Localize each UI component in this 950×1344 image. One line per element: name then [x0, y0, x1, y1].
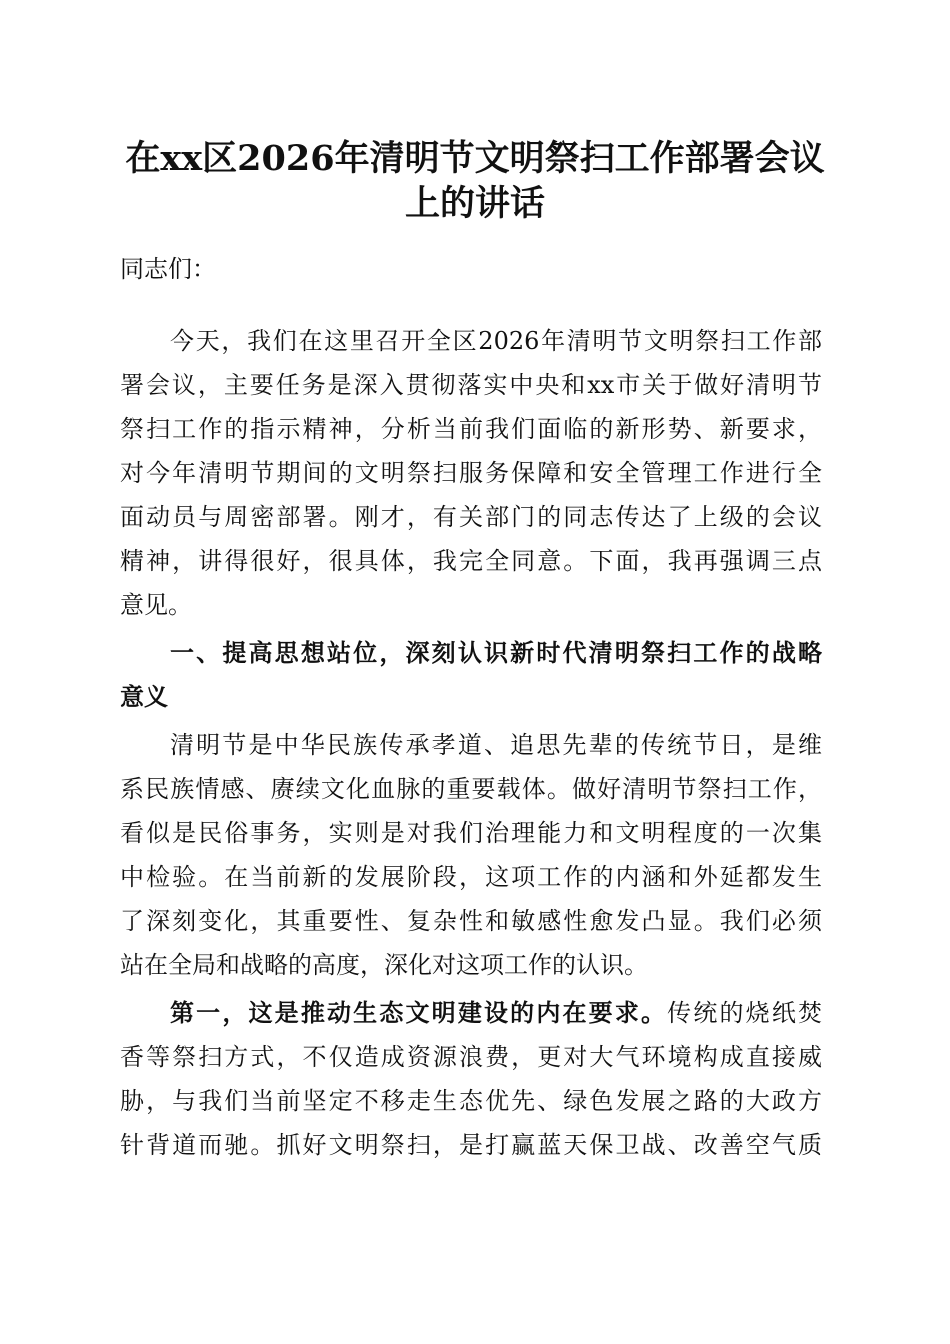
paragraph: [120, 319, 822, 627]
paragraph-line: 了深刻变化，其重要性、复杂性和敏感性愈发凸显。我们必须: [120, 907, 822, 935]
lead-rest: 传统的烧纸焚: [667, 999, 823, 1027]
title-line: 上的讲话: [404, 183, 545, 224]
title-line: 在xx区2026年清明节文明祭扫工作部署会议: [125, 138, 825, 179]
paragraph-line: 今天，我们在这里召开全区2026年清明节文明祭扫工作部: [170, 327, 822, 355]
paragraph-line: 针背道而驰。抓好文明祭扫，是打赢蓝天保卫战、改善空气质: [120, 1131, 822, 1159]
lead-sentence: 第一，这是推动生态文明建设的内在要求。: [170, 998, 668, 1027]
paragraph-line: 清明节是中华民族传承孝道、追思先辈的传统节日，是维: [170, 731, 822, 759]
paragraph-line: 香等祭扫方式，不仅造成资源浪费，更对大气环境构成直接威: [120, 1043, 822, 1071]
paragraph-line: 对今年清明节期间的文明祭扫服务保障和安全管理工作进行全: [120, 459, 822, 487]
paragraph-line: 一、提高思想站位，深刻认识新时代清明祭扫工作的战略: [170, 639, 822, 667]
paragraph: [120, 991, 822, 1167]
paragraph-line: 祭扫工作的指示精神，分析当前我们面临的新形势、新要求，: [120, 415, 822, 443]
paragraph-line: 看似是民俗事务，实则是对我们治理能力和文明程度的一次集: [120, 819, 822, 847]
salutation: 同志们：: [120, 255, 216, 283]
paragraph-line: 站在全局和战略的高度，深化对这项工作的认识。: [120, 951, 648, 979]
paragraph-line: 系民族情感、赓续文化血脉的重要载体。做好清明节祭扫工作，: [120, 775, 822, 803]
document-title: [0, 136, 950, 226]
paragraph-line: [120, 991, 822, 1035]
paragraph-line: 意见。: [120, 591, 192, 619]
paragraph-line: 意义: [120, 683, 168, 711]
section-heading: [120, 631, 822, 719]
paragraph-line: 署会议，主要任务是深入贯彻落实中央和xx市关于做好清明节: [120, 371, 822, 399]
paragraph-line: 中检验。在当前新的发展阶段，这项工作的内涵和外延都发生: [120, 863, 822, 891]
paragraph-line: 胁，与我们当前坚定不移走生态优先、绿色发展之路的大政方: [120, 1087, 822, 1115]
document-body: [120, 247, 822, 1167]
paragraph-line: 精神，讲得很好，很具体，我完全同意。下面，我再强调三点: [120, 547, 822, 575]
paragraph: [120, 723, 822, 987]
paragraph-line: 面动员与周密部署。刚才，有关部门的同志传达了上级的会议: [120, 503, 822, 531]
